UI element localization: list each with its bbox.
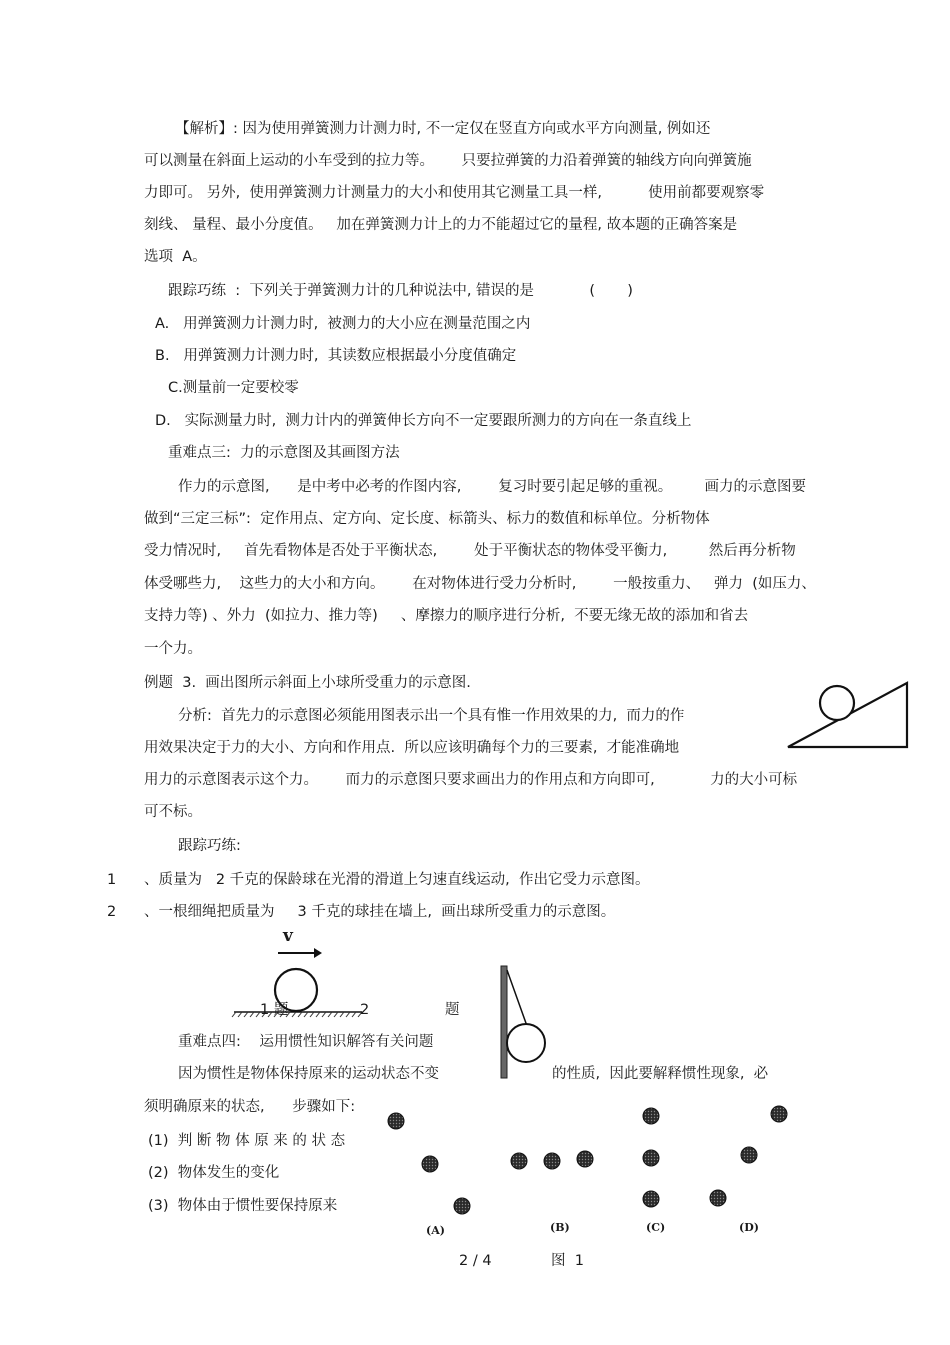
figure-label-2: 2 [360, 1002, 370, 1018]
ball [454, 1198, 470, 1214]
example3-analysis-2: 用效果决定于力的大小、方向和作用点. 所以应该明确每个力的三要素, 才能准确地 [144, 740, 680, 756]
lane-hatching [232, 1012, 362, 1017]
keypoint4-step-2: (2) 物体发生的变化 [148, 1165, 280, 1181]
page-number: 2 / 4 [459, 1253, 492, 1269]
wall [501, 966, 507, 1078]
figure1-caption: 图 1 [551, 1253, 584, 1269]
example3-analysis-3: 用力的示意图表示这个力。 而力的示意图只要求画出力的作用点和方向即可, 力的大小可标 [144, 772, 798, 788]
figure-label-3: 题 [445, 1002, 460, 1018]
string [507, 970, 527, 1026]
option-d: D. 实际测量力时, 测力计内的弹簧伸长方向不一定要跟所测力的方向在一条直线上 [155, 413, 692, 429]
panel-b [511, 1151, 593, 1169]
keypoint4-step-3: (3) 物体由于惯性要保持原来 [148, 1198, 338, 1214]
keypoint3-line-3: 受力情况时, 首先看物体是否处于平衡状态, 处于平衡状态的物体受平衡力, 然后再分析物 [144, 543, 796, 559]
practice2-item-1: 、质量为 2 千克的保龄球在光滑的滑道上匀速直线运动, 作出它受力示意图。 [144, 872, 650, 888]
ball [771, 1106, 787, 1122]
panel-a [388, 1113, 470, 1214]
option-b: B. 用弹簧测力计测力时, 其读数应根据最小分度值确定 [155, 348, 517, 364]
ball [643, 1191, 659, 1207]
keypoint4-step-1: (1) 判 断 物 体 原 来 的 状 态 [148, 1133, 346, 1149]
figure1-label-c: (C) [646, 1221, 666, 1234]
hanging-ball-figure [495, 962, 555, 1080]
velocity-label: v [283, 926, 293, 946]
incline-ball-figure [780, 675, 915, 755]
analysis-line-4: 刻线、 量程、最小分度值。 加在弹簧测力计上的力不能超过它的量程, 故本题的正确答案是 [144, 217, 738, 233]
keypoint4-line-2: 须明确原来的状态, 步骤如下: [144, 1099, 356, 1115]
keypoint3-line-1: 作力的示意图, 是中考中必考的作图内容, 复习时要引起足够的重视。 画力的示意图要 [178, 479, 807, 495]
figure1-label-a: (A) [426, 1224, 445, 1237]
ball [577, 1151, 593, 1167]
example3-analysis-4: 可不标。 [144, 804, 202, 820]
keypoint3-line-6: 一个力。 [144, 641, 202, 657]
keypoint3-title: 重难点三: 力的示意图及其画图方法 [168, 445, 400, 461]
ball [643, 1108, 659, 1124]
analysis-line-2: 可以测量在斜面上运动的小车受到的拉力等。 只要拉弹簧的力沿着弹簧的轴线方向向弹簧施 [144, 153, 752, 169]
practice2-item-2: 、一根细绳把质量为 3 千克的球挂在墙上, 画出球所受重力的示意图。 [144, 904, 616, 920]
option-c: C.测量前一定要校零 [168, 380, 299, 396]
keypoint4-title: 重难点四: 运用惯性知识解答有关问题 [178, 1034, 434, 1050]
ball [544, 1153, 560, 1169]
keypoint3-line-2: 做到“三定三标”: 定作用点、定方向、定长度、标箭头、标力的数值和标单位。分析物体 [144, 511, 710, 527]
analysis-line-1: 【解析】: 因为使用弹簧测力计测力时, 不一定仅在竖直方向或水平方向测量, 例如还 [175, 121, 711, 137]
ball [710, 1190, 726, 1206]
ball [741, 1147, 757, 1163]
practice2-title: 跟踪巧练: [178, 838, 241, 854]
hanging-ball [507, 1024, 545, 1062]
figure1-label-b: (B) [550, 1221, 570, 1234]
analysis-line-5: 选项 A。 [144, 249, 207, 265]
panel-c [643, 1108, 659, 1207]
velocity-arrowhead [314, 948, 322, 958]
keypoint3-line-4: 体受哪些力, 这些力的大小和方向。 在对物体进行受力分析时, 一般按重力、 弹力 (如压力、 [144, 576, 816, 592]
ball [643, 1150, 659, 1166]
figure-label-1: 1 题 [260, 1002, 289, 1018]
figure1-label-d: (D) [739, 1221, 759, 1234]
option-a: A. 用弹簧测力计测力时, 被测力的大小应在测量范围之内 [155, 316, 531, 332]
practice2-num-2: 2 [107, 904, 117, 920]
practice-question: 跟踪巧练 : 下列关于弹簧测力计的几种说法中, 错误的是 ( ) [168, 283, 633, 299]
keypoint4-line-1b: 的性质, 因此要解释惯性现象, 必 [552, 1066, 769, 1082]
analysis-line-3: 力即可。 另外, 使用弹簧测力计测量力的大小和使用其它测量工具一样, 使用前都要观察零 [144, 185, 765, 201]
keypoint4-line-1a: 因为惯性是物体保持原来的运动状态不变 [178, 1066, 439, 1082]
ball [422, 1156, 438, 1172]
example3-question: 例题 3. 画出图所示斜面上小球所受重力的示意图. [144, 675, 471, 691]
practice2-num-1: 1 [107, 872, 117, 888]
panel-d [710, 1106, 787, 1206]
bowling-ball-figure [230, 928, 370, 1020]
ball [388, 1113, 404, 1129]
ball [511, 1153, 527, 1169]
incline-ball [820, 686, 854, 720]
example3-analysis-1: 分析: 首先力的示意图必须能用图表示出一个具有惟一作用效果的力, 而力的作 [178, 708, 685, 724]
keypoint3-line-5: 支持力等) 、外力 (如拉力、推力等) 、摩擦力的顺序进行分析, 不要无缘无故的添加和省去 [144, 608, 749, 624]
